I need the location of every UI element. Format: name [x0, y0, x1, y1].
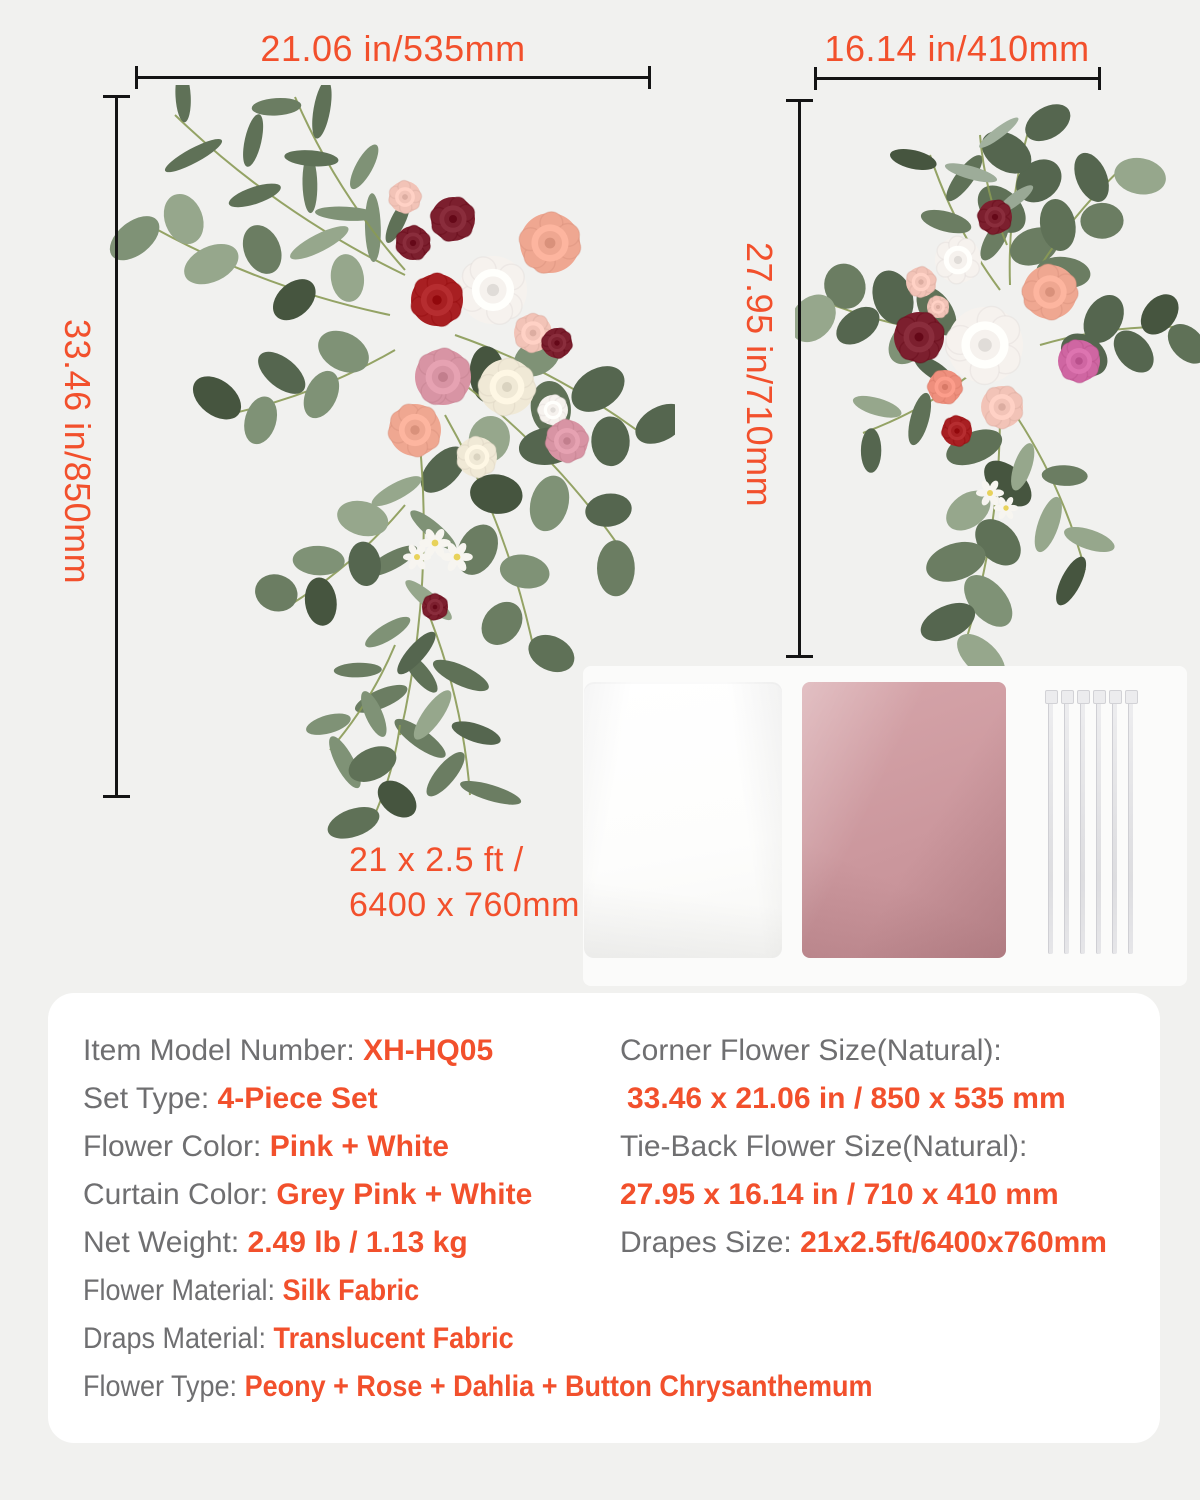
tieback-width-tick-right: [1098, 67, 1101, 90]
spec-label: Net Weight:: [83, 1226, 248, 1259]
spec-row-curtain-color: [83, 1171, 643, 1219]
corner-width-tick-left: [135, 66, 138, 89]
spec-row-corner-size-label: [620, 1027, 1140, 1075]
spec-value: 33.46 x 21.06 in / 850 x 535 mm: [627, 1082, 1066, 1115]
cable-tie-head: [1093, 690, 1106, 704]
spec-label: Flower Type:: [83, 1370, 245, 1403]
spec-label: Tie-Back Flower Size(Natural):: [620, 1130, 1028, 1163]
spec-value: Peony + Rose + Dahlia + Button Chrysanthemum: [244, 1370, 873, 1403]
corner-height-dimension-line: [115, 96, 118, 797]
spec-label: Corner Flower Size(Natural):: [620, 1034, 1002, 1067]
corner-height-tick-bottom: [103, 795, 130, 798]
white-drape-image: [584, 682, 782, 958]
cable-tie: [1080, 700, 1085, 954]
spec-label: Flower Material:: [83, 1274, 283, 1307]
corner-width-dimension-line: [136, 76, 651, 79]
tieback-height-dimension-line: [798, 100, 801, 657]
cable-tie: [1112, 700, 1117, 954]
cable-tie-head: [1061, 690, 1074, 704]
spec-row-set-type: [83, 1075, 643, 1123]
spec-label: Set Type:: [83, 1082, 218, 1115]
drapes-size-line2: 6400 x 760mm: [349, 886, 580, 924]
pink-drape-image: [802, 682, 1006, 958]
tieback-width-tick-left: [814, 67, 817, 90]
spec-label: Flower Color:: [83, 1130, 270, 1163]
spec-row-net-weight: [83, 1219, 643, 1267]
tieback-width-dimension-line: [815, 77, 1100, 80]
cable-ties-image: [1048, 690, 1144, 958]
drapes-size-caption: [349, 838, 580, 928]
cable-tie: [1064, 700, 1069, 954]
spec-value: 4-Piece Set: [217, 1082, 378, 1115]
spec-row-flower-color: [83, 1123, 643, 1171]
spec-row-model: [83, 1027, 643, 1075]
spec-value: Translucent Fabric: [273, 1322, 514, 1355]
cable-tie: [1048, 700, 1053, 954]
spec-row-flower-type: [83, 1363, 873, 1411]
tieback-height-dimension-label: 27.95 in/710mm: [739, 242, 780, 508]
spec-value: XH-HQ05: [363, 1034, 494, 1067]
corner-width-dimension-label: 21.06 in/535mm: [260, 28, 526, 69]
cable-tie-head: [1125, 690, 1138, 704]
spec-row-drapes-size: [620, 1219, 1140, 1267]
cable-tie: [1096, 700, 1101, 954]
tieback-width-dimension-label: 16.14 in/410mm: [824, 28, 1090, 69]
spec-value: 27.95 x 16.14 in / 710 x 410 mm: [620, 1178, 1059, 1211]
tie-back-flower-swag-image: [795, 95, 1200, 675]
cable-tie-head: [1109, 690, 1122, 704]
spec-card: [48, 993, 1160, 1443]
spec-row-draps-material: [83, 1315, 587, 1363]
corner-width-tick-right: [648, 66, 651, 89]
spec-value: Silk Fabric: [282, 1274, 420, 1307]
spec-row-tieback-size-value: [620, 1171, 1140, 1219]
spec-label: Drapes Size:: [620, 1226, 801, 1259]
corner-height-dimension-label: 33.46 in/850mm: [57, 319, 98, 585]
spec-value: Grey Pink + White: [276, 1178, 533, 1211]
cable-tie: [1128, 700, 1133, 954]
spec-row-tieback-size-label: [620, 1123, 1140, 1171]
spec-value: 21x2.5ft/6400x760mm: [800, 1226, 1107, 1259]
cable-tie-head: [1045, 690, 1058, 704]
spec-value: 2.49 lb / 1.13 kg: [247, 1226, 468, 1259]
spec-value: Pink + White: [269, 1130, 449, 1163]
tieback-height-tick-bottom: [786, 655, 813, 658]
spec-label: Curtain Color:: [83, 1178, 277, 1211]
cable-tie-head: [1077, 690, 1090, 704]
spec-label: Draps Material:: [83, 1322, 274, 1355]
spec-row-flower-material: [83, 1267, 587, 1315]
spec-row-corner-size-value: [620, 1075, 1140, 1123]
corner-height-tick-top: [103, 95, 130, 98]
spec-column-right: [620, 1027, 1140, 1267]
tieback-height-tick-top: [786, 99, 813, 102]
spec-label: Item Model Number:: [83, 1034, 364, 1067]
tie-back-flower-swag-drawing: [795, 95, 1200, 675]
drapes-size-line1: 21 x 2.5 ft /: [349, 841, 524, 879]
